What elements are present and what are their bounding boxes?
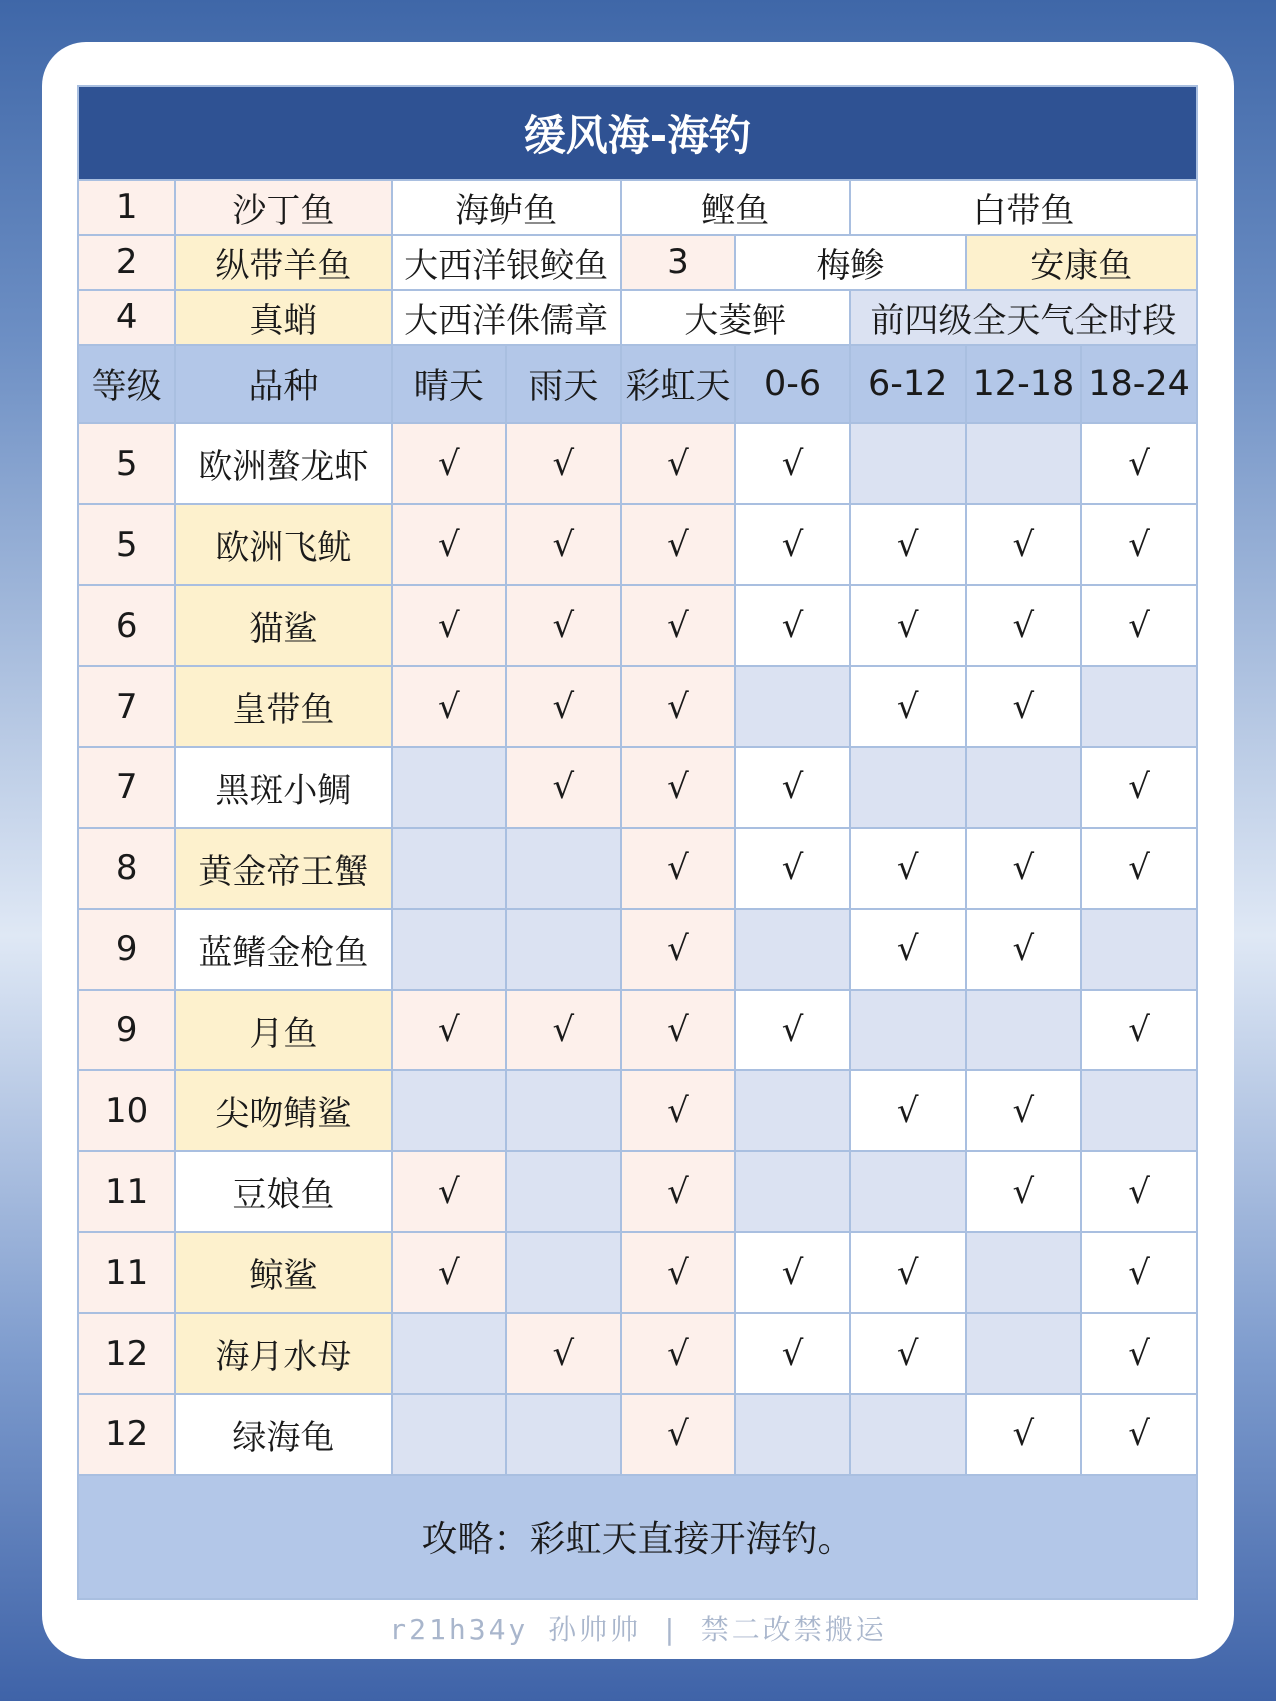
- check-mark: √: [1081, 504, 1197, 585]
- check-mark: √: [850, 828, 966, 909]
- check-mark: √: [506, 423, 621, 504]
- tier-fish: 海鲈鱼: [392, 180, 621, 235]
- fish-row: [78, 504, 1197, 585]
- empty-cell: [850, 1151, 966, 1232]
- check-mark: √: [621, 1313, 736, 1394]
- check-mark: √: [1081, 1232, 1197, 1313]
- fish-level: 8: [78, 828, 175, 909]
- tier-note: 前四级全天气全时段: [850, 290, 1197, 345]
- fish-row: [78, 747, 1197, 828]
- fish-row: [78, 1232, 1197, 1313]
- column-header: 晴天: [392, 345, 507, 424]
- check-mark: √: [506, 990, 621, 1071]
- empty-cell: [392, 1313, 507, 1394]
- fish-level: 6: [78, 585, 175, 666]
- fish-level: 9: [78, 990, 175, 1071]
- check-mark: √: [621, 423, 736, 504]
- check-mark: √: [621, 1151, 736, 1232]
- check-mark: √: [506, 747, 621, 828]
- empty-cell: [966, 990, 1082, 1071]
- check-mark: √: [621, 504, 736, 585]
- empty-cell: [392, 747, 507, 828]
- fish-row: [78, 423, 1197, 504]
- empty-cell: [392, 909, 507, 990]
- fish-level: 10: [78, 1070, 175, 1151]
- fish-row: [78, 666, 1197, 747]
- fishing-table: [77, 85, 1198, 1600]
- check-mark: √: [850, 909, 966, 990]
- empty-cell: [850, 423, 966, 504]
- fish-level: 9: [78, 909, 175, 990]
- empty-cell: [735, 1394, 850, 1475]
- column-header: 雨天: [506, 345, 621, 424]
- check-mark: √: [392, 423, 507, 504]
- check-mark: √: [966, 1151, 1082, 1232]
- check-mark: √: [621, 1232, 736, 1313]
- empty-cell: [850, 990, 966, 1071]
- fish-name: 鲸鲨: [175, 1232, 391, 1313]
- column-header-row: [78, 345, 1197, 424]
- empty-cell: [1081, 909, 1197, 990]
- check-mark: √: [850, 1070, 966, 1151]
- check-mark: √: [506, 585, 621, 666]
- empty-cell: [735, 909, 850, 990]
- column-header: 6-12: [850, 345, 966, 424]
- check-mark: √: [392, 585, 507, 666]
- fish-row: [78, 1313, 1197, 1394]
- check-mark: √: [966, 666, 1082, 747]
- tier-fish: 沙丁鱼: [175, 180, 391, 235]
- page-title: 缓风海-海钓: [78, 86, 1197, 180]
- column-header: 彩虹天: [621, 345, 736, 424]
- empty-cell: [735, 1151, 850, 1232]
- check-mark: √: [966, 585, 1082, 666]
- check-mark: √: [621, 990, 736, 1071]
- check-mark: √: [621, 585, 736, 666]
- column-header: 18-24: [1081, 345, 1197, 424]
- empty-cell: [506, 909, 621, 990]
- check-mark: √: [392, 1151, 507, 1232]
- check-mark: √: [1081, 990, 1197, 1071]
- tier-fish: 大菱鲆: [621, 290, 850, 345]
- empty-cell: [506, 1232, 621, 1313]
- check-mark: √: [735, 423, 850, 504]
- column-header: 品种: [175, 345, 391, 424]
- check-mark: √: [966, 504, 1082, 585]
- fish-row: [78, 1151, 1197, 1232]
- fish-name: 尖吻鲭鲨: [175, 1070, 391, 1151]
- check-mark: √: [966, 909, 1082, 990]
- check-mark: √: [735, 828, 850, 909]
- check-mark: √: [621, 747, 736, 828]
- tier-level: 3: [621, 235, 736, 290]
- fish-name: 豆娘鱼: [175, 1151, 391, 1232]
- check-mark: √: [850, 1313, 966, 1394]
- fish-row: [78, 909, 1197, 990]
- fish-level: 12: [78, 1313, 175, 1394]
- tier-fish: 真蛸: [175, 290, 391, 345]
- fish-name: 蓝鳍金枪鱼: [175, 909, 391, 990]
- check-mark: √: [392, 1232, 507, 1313]
- check-mark: √: [392, 666, 507, 747]
- fish-name: 黄金帝王蟹: [175, 828, 391, 909]
- tier-fish: 鲣鱼: [621, 180, 850, 235]
- empty-cell: [850, 747, 966, 828]
- empty-cell: [506, 1394, 621, 1475]
- check-mark: √: [850, 504, 966, 585]
- fish-name: 欧洲飞鱿: [175, 504, 391, 585]
- check-mark: √: [850, 585, 966, 666]
- check-mark: √: [1081, 1151, 1197, 1232]
- empty-cell: [966, 423, 1082, 504]
- empty-cell: [850, 1394, 966, 1475]
- fish-row: [78, 1394, 1197, 1475]
- guide-card: [42, 42, 1234, 1659]
- check-mark: √: [1081, 1313, 1197, 1394]
- empty-cell: [966, 1313, 1082, 1394]
- check-mark: √: [1081, 828, 1197, 909]
- check-mark: √: [850, 1232, 966, 1313]
- empty-cell: [966, 747, 1082, 828]
- empty-cell: [1081, 1070, 1197, 1151]
- empty-cell: [735, 1070, 850, 1151]
- empty-cell: [506, 828, 621, 909]
- check-mark: √: [621, 909, 736, 990]
- fish-name: 黑斑小鲷: [175, 747, 391, 828]
- empty-cell: [392, 1070, 507, 1151]
- fish-row: [78, 1070, 1197, 1151]
- fish-name: 绿海龟: [175, 1394, 391, 1475]
- check-mark: √: [735, 585, 850, 666]
- tier-fish: 安康鱼: [966, 235, 1197, 290]
- fish-level: 11: [78, 1232, 175, 1313]
- tier-fish: 白带鱼: [850, 180, 1197, 235]
- empty-cell: [966, 1232, 1082, 1313]
- fish-level: 7: [78, 747, 175, 828]
- fish-name: 皇带鱼: [175, 666, 391, 747]
- empty-cell: [506, 1070, 621, 1151]
- fish-level: 11: [78, 1151, 175, 1232]
- fish-level: 5: [78, 423, 175, 504]
- footer-credit: r21h34y 孙帅帅 | 禁二改禁搬运: [389, 1613, 887, 1646]
- empty-cell: [506, 1151, 621, 1232]
- fish-name: 海月水母: [175, 1313, 391, 1394]
- fish-name: 猫鲨: [175, 585, 391, 666]
- check-mark: √: [506, 1313, 621, 1394]
- check-mark: √: [966, 828, 1082, 909]
- check-mark: √: [735, 1232, 850, 1313]
- check-mark: √: [1081, 585, 1197, 666]
- check-mark: √: [850, 666, 966, 747]
- fish-name: 欧洲螯龙虾: [175, 423, 391, 504]
- tier-fish: 纵带羊鱼: [175, 235, 391, 290]
- check-mark: √: [735, 1313, 850, 1394]
- strategy-note: 攻略：彩虹天直接开海钓。: [78, 1475, 1197, 1599]
- empty-cell: [392, 828, 507, 909]
- fish-level: 12: [78, 1394, 175, 1475]
- check-mark: √: [735, 504, 850, 585]
- tier-fish: 梅鲹: [735, 235, 965, 290]
- empty-cell: [1081, 666, 1197, 747]
- fish-row: [78, 828, 1197, 909]
- check-mark: √: [621, 828, 736, 909]
- column-header: 12-18: [966, 345, 1082, 424]
- tier-level: 1: [78, 180, 175, 235]
- fish-row: [78, 585, 1197, 666]
- fish-row: [78, 990, 1197, 1071]
- check-mark: √: [506, 666, 621, 747]
- check-mark: √: [1081, 1394, 1197, 1475]
- tier-fish: 大西洋侏儒章: [392, 290, 621, 345]
- tier-level: 2: [78, 235, 175, 290]
- empty-cell: [735, 666, 850, 747]
- fish-name: 月鱼: [175, 990, 391, 1071]
- check-mark: √: [392, 990, 507, 1071]
- tier-fish: 大西洋银鲛鱼: [392, 235, 621, 290]
- check-mark: √: [621, 1394, 736, 1475]
- check-mark: √: [1081, 423, 1197, 504]
- check-mark: √: [621, 1070, 736, 1151]
- check-mark: √: [966, 1070, 1082, 1151]
- column-header: 等级: [78, 345, 175, 424]
- fish-level: 5: [78, 504, 175, 585]
- check-mark: √: [735, 990, 850, 1071]
- check-mark: √: [506, 504, 621, 585]
- tier-level: 4: [78, 290, 175, 345]
- empty-cell: [392, 1394, 507, 1475]
- fish-level: 7: [78, 666, 175, 747]
- check-mark: √: [735, 747, 850, 828]
- check-mark: √: [966, 1394, 1082, 1475]
- check-mark: √: [621, 666, 736, 747]
- check-mark: √: [392, 504, 507, 585]
- column-header: 0-6: [735, 345, 850, 424]
- check-mark: √: [1081, 747, 1197, 828]
